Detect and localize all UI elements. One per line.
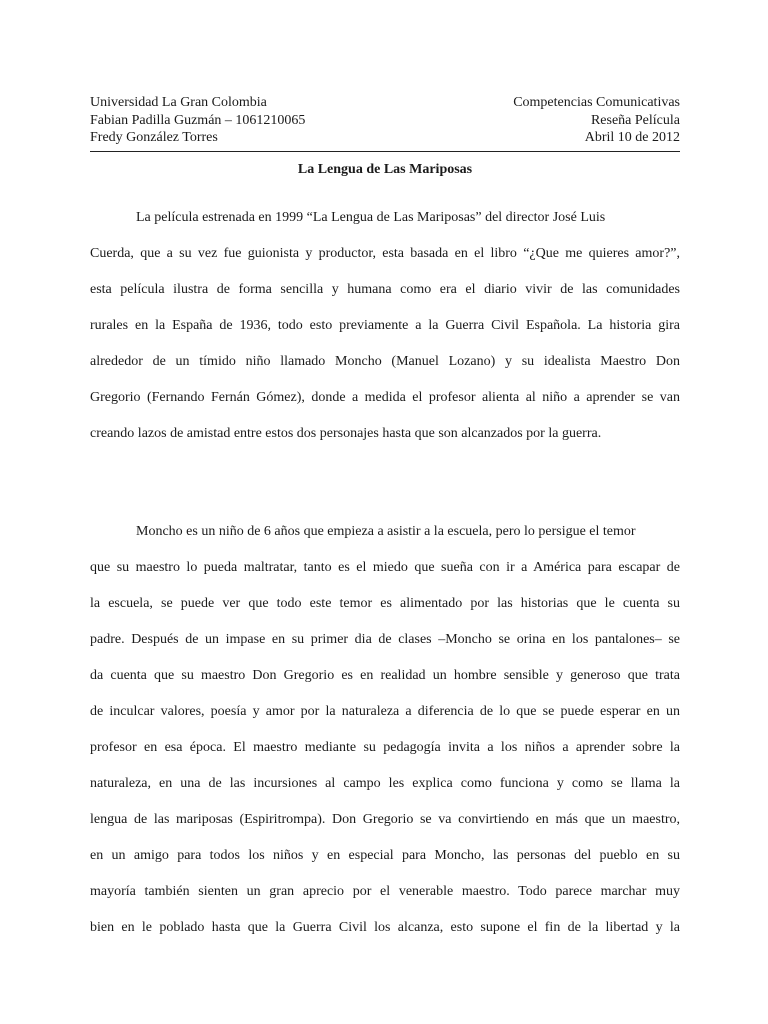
- header-course: Competencias Comunicativas: [513, 95, 680, 110]
- paragraph-line: bien en le poblado hasta que la Guerra Civil los alcanza, esto supone el fin de la libertad y la: [90, 920, 680, 935]
- header-author-1: Fabian Padilla Guzmán – 1061210065: [90, 112, 306, 128]
- header-divider: [90, 151, 680, 152]
- header-university: Universidad La Gran Colombia: [90, 95, 267, 110]
- paragraph-line: la escuela, se puede ver que todo este temor es alimentado por las historias que le cuenta su: [90, 596, 680, 611]
- paragraph-line: mayoría también sienten un gran aprecio por el venerable maestro. Todo parece marchar muy: [90, 884, 680, 899]
- header-author-2: Fredy González Torres: [90, 130, 218, 145]
- header-row: [90, 94, 680, 112]
- header-date: Abril 10 de 2012: [584, 130, 680, 145]
- paragraph-line: creando lazos de amistad entre estos dos personajes hasta que son alcanzados por la guerra.: [90, 426, 602, 441]
- paragraph-line: lengua de las mariposas (Espiritrompa). Don Gregorio se va convirtiendo en más que un maestro,: [90, 812, 680, 827]
- header-row: [90, 112, 680, 130]
- paragraph-line: profesor en esa época. El maestro mediante su pedagogía invita a los niños a aprender sobre la: [90, 740, 680, 755]
- paragraph-line: padre. Después de un impase en su primer dia de clases –Moncho se orina en los pantalones– se: [90, 632, 680, 647]
- header-document-type: Reseña Película: [590, 112, 680, 128]
- paragraph-line: de inculcar valores, poesía y amor por la naturaleza a diferencia de lo que se puede esperar en un: [90, 704, 680, 719]
- header-row: [90, 129, 680, 147]
- paragraph-line: esta película ilustra de forma sencilla y humana como era el diario vivir de las comunidades: [90, 282, 680, 297]
- paragraph-2: [90, 514, 680, 946]
- paragraph-1: [90, 200, 680, 452]
- paragraph-line: rurales en la España de 1936, todo esto previamente a la Guerra Civil Española. La historia gira: [90, 318, 680, 333]
- paragraph-line: Moncho es un niño de 6 años que empieza a asistir a la escuela, pero lo persigue el temor: [136, 524, 636, 539]
- paragraph-line: que su maestro lo pueda maltratar, tanto es el miedo que sueña con ir a América para escapar de: [90, 560, 680, 575]
- document-title: La Lengua de Las Mariposas: [297, 162, 473, 177]
- paragraph-line: La película estrenada en 1999 “La Lengua de Las Mariposas” del director José Luis: [136, 210, 606, 225]
- paragraph-line: naturaleza, en una de las incursiones al campo les explica como funciona y como se llama la: [90, 776, 680, 791]
- paragraph-line: en un amigo para todos los niños y en especial para Moncho, las personas del pueblo en su: [90, 848, 680, 863]
- paragraph-line: da cuenta que su maestro Don Gregorio es en realidad un hombre sensible y generoso que trata: [90, 668, 680, 683]
- paragraph-line: alrededor de un tímido niño llamado Moncho (Manuel Lozano) y su idealista Maestro Don: [90, 354, 680, 369]
- paragraph-line: Gregorio (Fernando Fernán Gómez), donde a medida el profesor alienta al niño a aprender se van: [90, 390, 680, 405]
- document-header: [90, 94, 680, 147]
- paragraph-line: Cuerda, que a su vez fue guionista y productor, esta basada en el libro “¿Que me quieres amor?”,: [90, 246, 680, 261]
